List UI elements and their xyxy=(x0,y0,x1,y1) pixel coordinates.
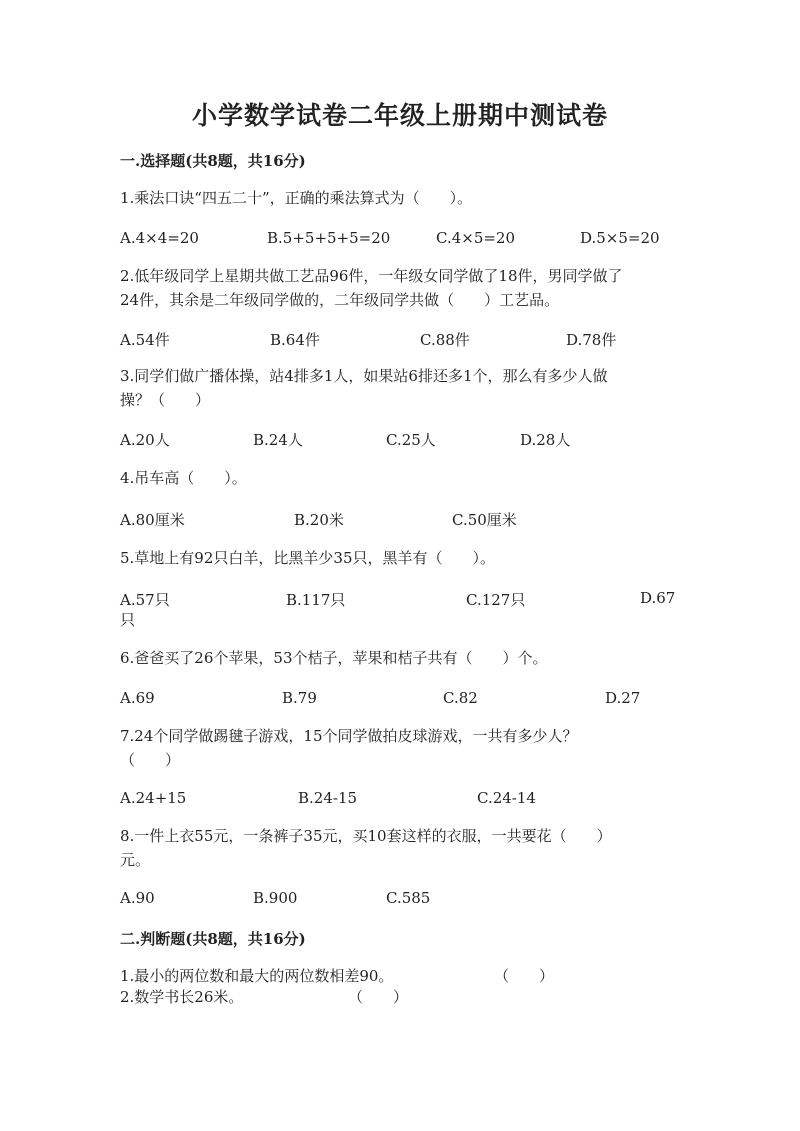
page-title: 小学数学试卷二年级上册期中测试卷 xyxy=(191,101,608,130)
option-5a: A.57只 xyxy=(120,591,170,609)
judgment-2-answer-blank: （ ） xyxy=(348,988,409,1006)
judgment-1-answer-blank: （ ） xyxy=(494,967,555,985)
question-7-line2: （ ） xyxy=(120,751,181,769)
question-6: 6.爸爸买了26个苹果，53个桔子，苹果和桔子共有（ ）个。 xyxy=(120,649,548,667)
option-5d-wrap: 只 xyxy=(120,611,136,629)
question-7-line1: 7.24个同学做踢毽子游戏，15个同学做拍皮球游戏，一共有多少人？ xyxy=(120,727,578,745)
option-1d: D.5×5=20 xyxy=(580,229,660,247)
option-6a: A.69 xyxy=(120,689,155,707)
option-4b: B.20米 xyxy=(294,511,344,529)
question-8-line1: 8.一件上衣55元，一条裤子35元，买10套这样的衣服，一共要花（ ） xyxy=(120,827,612,845)
option-7b: B.24-15 xyxy=(298,789,358,807)
option-5b: B.117只 xyxy=(286,591,346,609)
question-1: 1.乘法口诀“四五二十”，正确的乘法算式为（ ）。 xyxy=(120,189,473,207)
question-8-line2: 元。 xyxy=(120,851,151,869)
option-2a: A.54件 xyxy=(120,331,170,349)
option-3a: A.20人 xyxy=(120,431,170,449)
option-2b: B.64件 xyxy=(270,331,320,349)
option-1a: A.4×4=20 xyxy=(120,229,199,247)
option-2d: D.78件 xyxy=(566,331,617,349)
option-2c: C.88件 xyxy=(420,331,470,349)
option-3d: D.28人 xyxy=(520,431,571,449)
option-4a: A.80厘米 xyxy=(120,511,185,529)
option-3c: C.25人 xyxy=(386,431,436,449)
option-7a: A.24+15 xyxy=(120,789,187,807)
option-6b: B.79 xyxy=(282,689,317,707)
question-2-line2: 24件，其余是二年级同学做的，二年级同学共做（ ）工艺品。 xyxy=(120,291,560,309)
option-1b: B.5+5+5+5=20 xyxy=(267,229,391,247)
option-7c: C.24-14 xyxy=(477,789,536,807)
option-6c: C.82 xyxy=(443,689,478,707)
question-4: 4.吊车高（ ）。 xyxy=(120,469,247,487)
judgment-2: 2.数学书长26米。 xyxy=(120,988,244,1006)
section-heading-judgment: 二.判断题(共8题，共16分) xyxy=(120,930,306,948)
option-6d: D.27 xyxy=(605,689,641,707)
question-2-line1: 2.低年级同学上星期共做工艺品96件，一年级女同学做了18件，男同学做了 xyxy=(120,267,623,285)
option-5d: D.67 xyxy=(640,589,676,607)
option-5c: C.127只 xyxy=(466,591,526,609)
question-3-line1: 3.同学们做广播体操，站4排多1人，如果站6排还多1个，那么有多少人做 xyxy=(120,367,608,385)
option-8b: B.900 xyxy=(253,889,298,907)
section-heading-choice: 一.选择题(共8题，共16分) xyxy=(120,152,306,170)
option-4c: C.50厘米 xyxy=(452,511,517,529)
judgment-1: 1.最小的两位数和最大的两位数相差90。 xyxy=(120,967,394,985)
question-5: 5.草地上有92只白羊，比黑羊少35只，黑羊有（ ）。 xyxy=(120,549,495,567)
option-8c: C.585 xyxy=(386,889,431,907)
option-8a: A.90 xyxy=(120,889,155,907)
option-3b: B.24人 xyxy=(253,431,303,449)
option-1c: C.4×5=20 xyxy=(436,229,516,247)
question-3-line2: 操？（ ） xyxy=(120,391,211,409)
